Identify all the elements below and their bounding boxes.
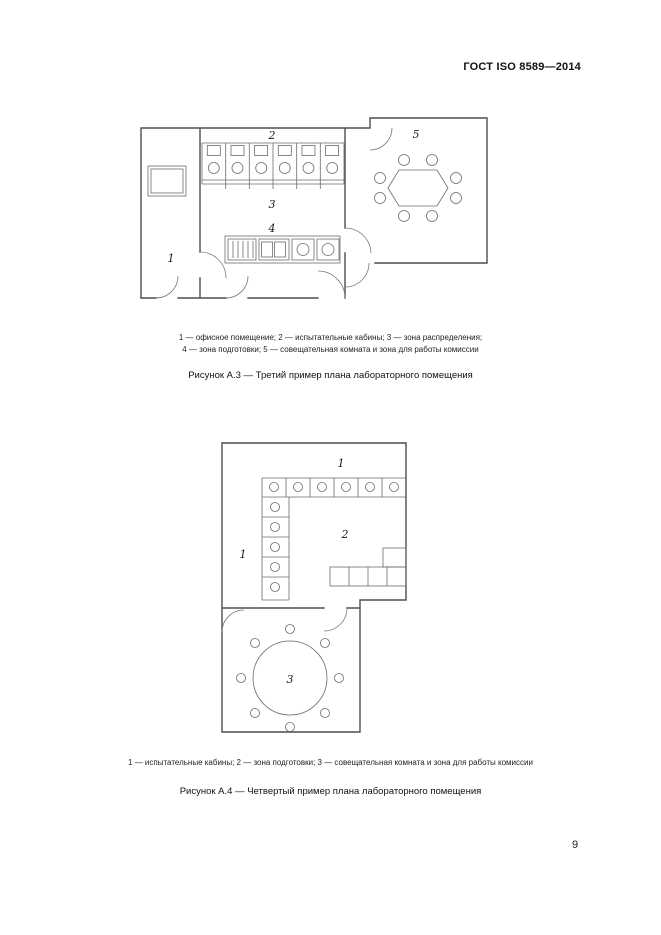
preparation-counter	[330, 548, 406, 586]
room-label-preparation: 4	[268, 222, 276, 235]
door-arcs	[222, 608, 347, 632]
room-label-booths-top: 1	[337, 457, 345, 470]
legend-line-1: 1 — испытательные кабины; 2 — зона подготовки; 3 — совещательная комната и зона для работы комиссии	[128, 758, 533, 767]
document-header-title: ГОСТ ISO 8589—2014	[463, 61, 581, 73]
room-label-meeting: 3	[286, 673, 294, 686]
preparation-counter	[225, 236, 340, 263]
figure-a4-legend	[0, 757, 661, 769]
figure-a4-floor-plan	[219, 438, 411, 736]
legend-line-1: 1 — офисное помещение; 2 — испытательные кабины; 3 — зона распределения;	[178, 333, 483, 342]
figure-a4-caption: Рисунок А.4 — Четвертый пример плана лабораторного помещения	[179, 786, 482, 797]
door-arcs	[156, 128, 392, 298]
test-booths-top-row	[262, 478, 406, 600]
figure-a3-floor-plan	[138, 112, 490, 324]
room-label-preparation: 2	[341, 528, 349, 541]
test-booths-left-column	[262, 497, 289, 600]
room-label-meeting: 5	[412, 128, 420, 141]
test-booths	[202, 143, 344, 189]
office-desk	[148, 166, 186, 196]
room-label-office: 1	[167, 252, 175, 265]
figure-a3-legend	[0, 332, 661, 356]
page-number: 9	[572, 839, 579, 851]
meeting-table	[375, 155, 462, 222]
figure-a4-walls	[222, 443, 406, 732]
room-label-booths-left: 1	[239, 548, 247, 561]
room-label-distribution: 3	[268, 198, 276, 211]
figure-a3-caption: Рисунок А.3 — Третий пример плана лабораторного помещения	[188, 370, 473, 381]
room-label-booths: 2	[268, 129, 276, 142]
figure-a3-walls	[141, 118, 487, 298]
legend-line-2: 4 — зона подготовки; 5 — совещательная комната и зона для работы комиссии	[182, 345, 479, 354]
